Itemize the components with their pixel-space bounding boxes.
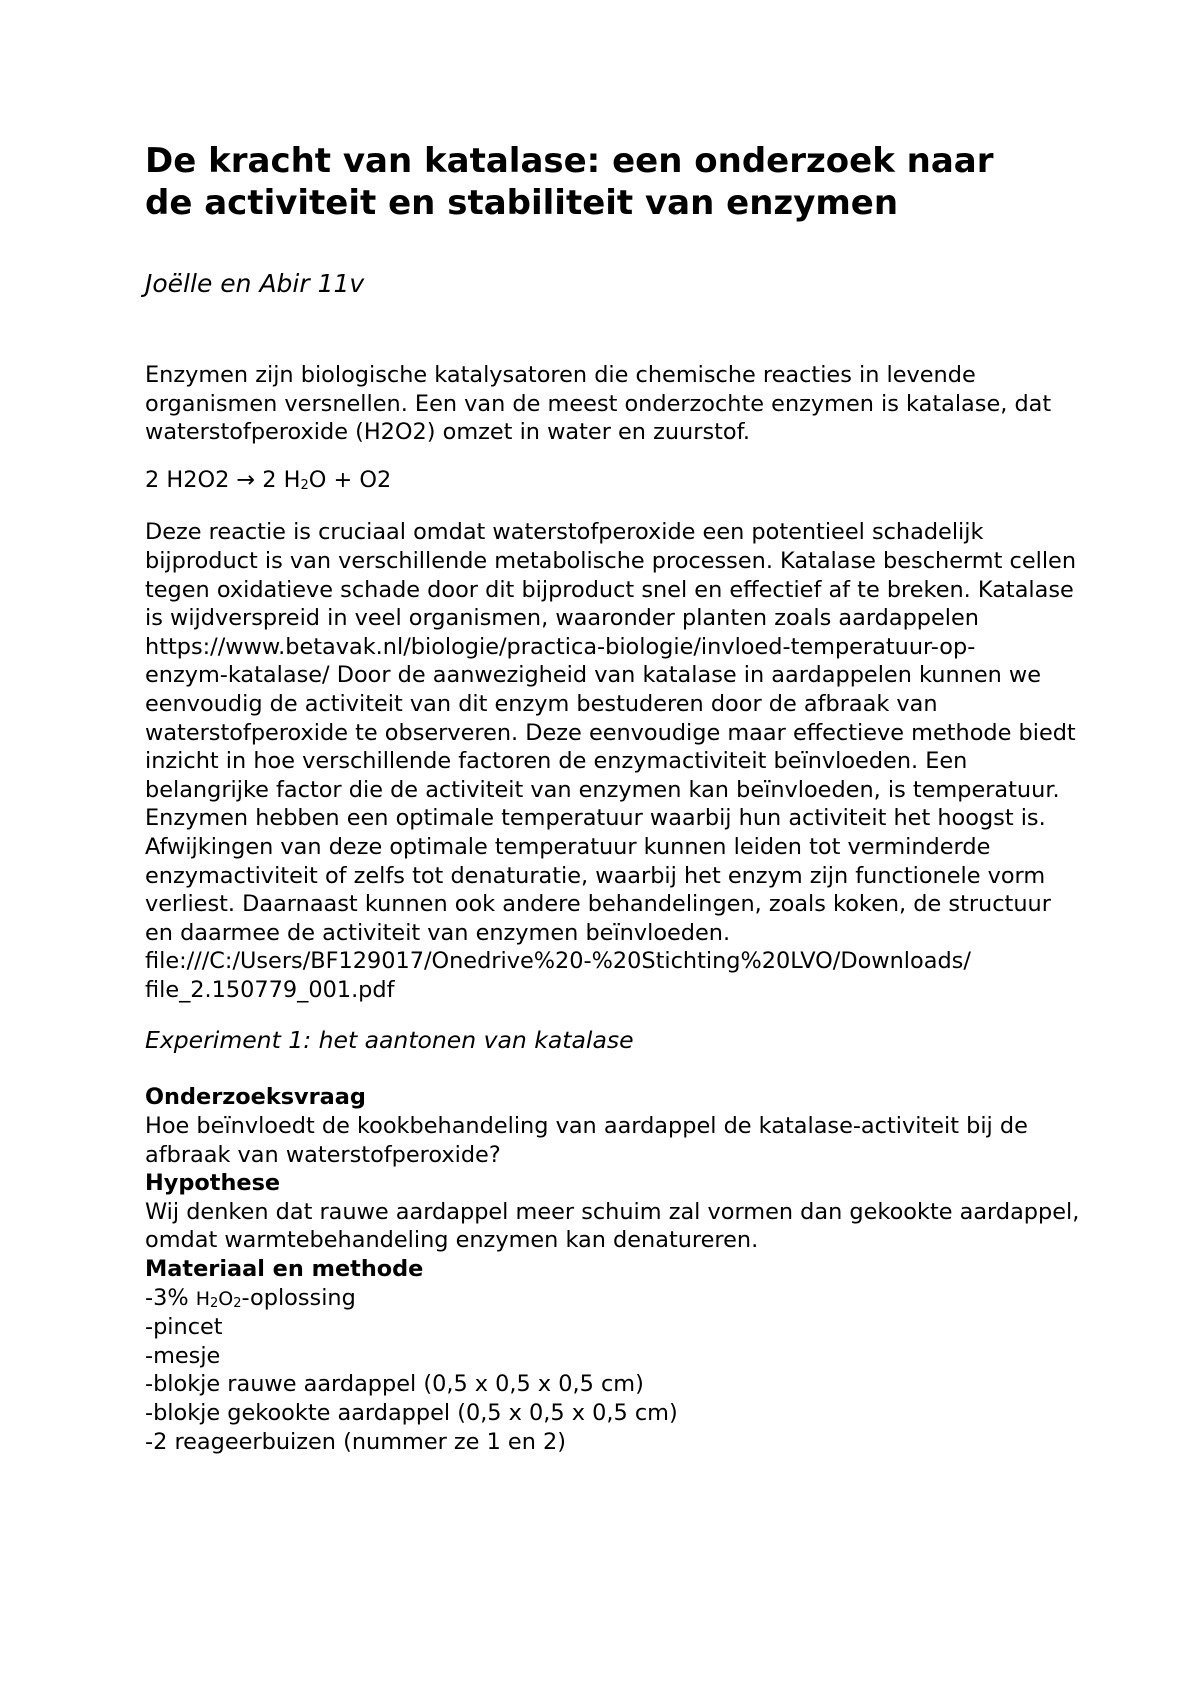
material-item: -blokje rauwe aardappel (0,5 x 0,5 x 0,5 cm) [145, 1371, 644, 1398]
experiment-heading: Experiment 1: het aantonen van katalase [145, 1026, 634, 1055]
main-paragraph-part-1: Deze reactie is cruciaal omdat waterstofperoxide een potentieel schadelijk bijproduct is van verschillende metabolische processen. Katalase beschermt cellen tegen oxidatieve schade door dit bijproduct snel en effectief af te breken. Katalase is wijdverspreid in veel organismen, waaronder planten zoals aardappelen [145, 519, 1077, 632]
hypothesis: Wij denken dat rauwe aardappel meer schuim zal vormen dan gekookte aardappel, omdat warmtebehandeling enzymen kan denatureren. [145, 1198, 1080, 1254]
material-item-h2o2-prefix: -3% [145, 1284, 196, 1311]
material-formula-sub-2: 2 [233, 1295, 242, 1311]
main-paragraph [145, 518, 1085, 1004]
reference-url-2-cont: file_2.150779_001.pdf [145, 976, 395, 1003]
reference-url-2: file:///C:/Users/BF129017/Onedrive%20-%20Stichting%20LVO/Downloads/ [145, 948, 971, 975]
material-formula-o: O [218, 1287, 234, 1310]
equation-right: O + O2 [308, 466, 392, 493]
equation-left: 2 H2O2 → 2 H [145, 466, 301, 493]
material-item: -pincet [145, 1314, 223, 1341]
material-formula-sub-1: 2 [210, 1295, 219, 1311]
hypothesis-label: Hypothese [145, 1170, 281, 1197]
authors: Joëlle en Abir 11v [145, 269, 365, 298]
document-title [145, 140, 1085, 224]
reference-url-1-cont: enzym-katalase/ [145, 662, 330, 689]
equation-subscript: 2 [300, 477, 309, 493]
title-line-1: De kracht van katalase: een onderzoek naar [145, 141, 994, 181]
material-item: -2 reageerbuizen (nummer ze 1 en 2) [145, 1428, 566, 1455]
main-paragraph-part-2: Door de aanwezigheid van katalase in aardappelen kunnen we eenvoudig de activiteit van dit enzym bestuderen door de afbraak van waterstofperoxide te observeren. Deze eenvoudige maar effectieve methode biedt inzicht in hoe verschillende factoren de enzymactiviteit beïnvloeden. Een belangrijke factor die de activiteit van enzymen kan beïnvloeden, is temperatuur. Enzymen hebben een optimale temperatuur waarbij hun activiteit het hoogst is. Afwijkingen van deze optimale temperatuur kunnen leiden tot verminderde enzymactiviteit of zelfs tot denaturatie, waarbij het enzym zijn functionele vorm verliest. Daarnaast kunnen ook andere behandelingen, zoals koken, de structuur en daarmee de activiteit van enzymen beïnvloeden. [145, 662, 1076, 946]
document-page [145, 140, 1085, 1456]
intro-paragraph: Enzymen zijn biologische katalysatoren die chemische reacties in levende organismen versnellen. Een van de meest onderzochte enzymen is katalase, dat waterstofperoxide (H2O2) omzet in water en zuurstof. [145, 362, 1052, 446]
title-line-2: de activiteit en stabiliteit van enzymen [145, 183, 899, 223]
materials-label: Materiaal en methode [145, 1256, 424, 1283]
reference-url-1: https://www.betavak.nl/biologie/practica-biologie/invloed-temperatuur-op- [145, 633, 976, 660]
material-item: -blokje gekookte aardappel (0,5 x 0,5 x 0,5 cm) [145, 1400, 678, 1426]
material-item: -mesje [145, 1342, 221, 1369]
material-item-h2o2-suffix: -oplossing [241, 1284, 356, 1311]
materials-list [145, 1284, 1085, 1457]
research-question: Hoe beïnvloedt de kookbehandeling van aardappel de katalase-activiteit bij de afbraak van waterstofperoxide? [145, 1113, 1028, 1168]
research-question-label: Onderzoeksvraag [145, 1084, 366, 1111]
material-formula-h: H [195, 1287, 211, 1310]
reaction-equation [145, 466, 1085, 495]
material-item-h2o2 [145, 1284, 1085, 1314]
